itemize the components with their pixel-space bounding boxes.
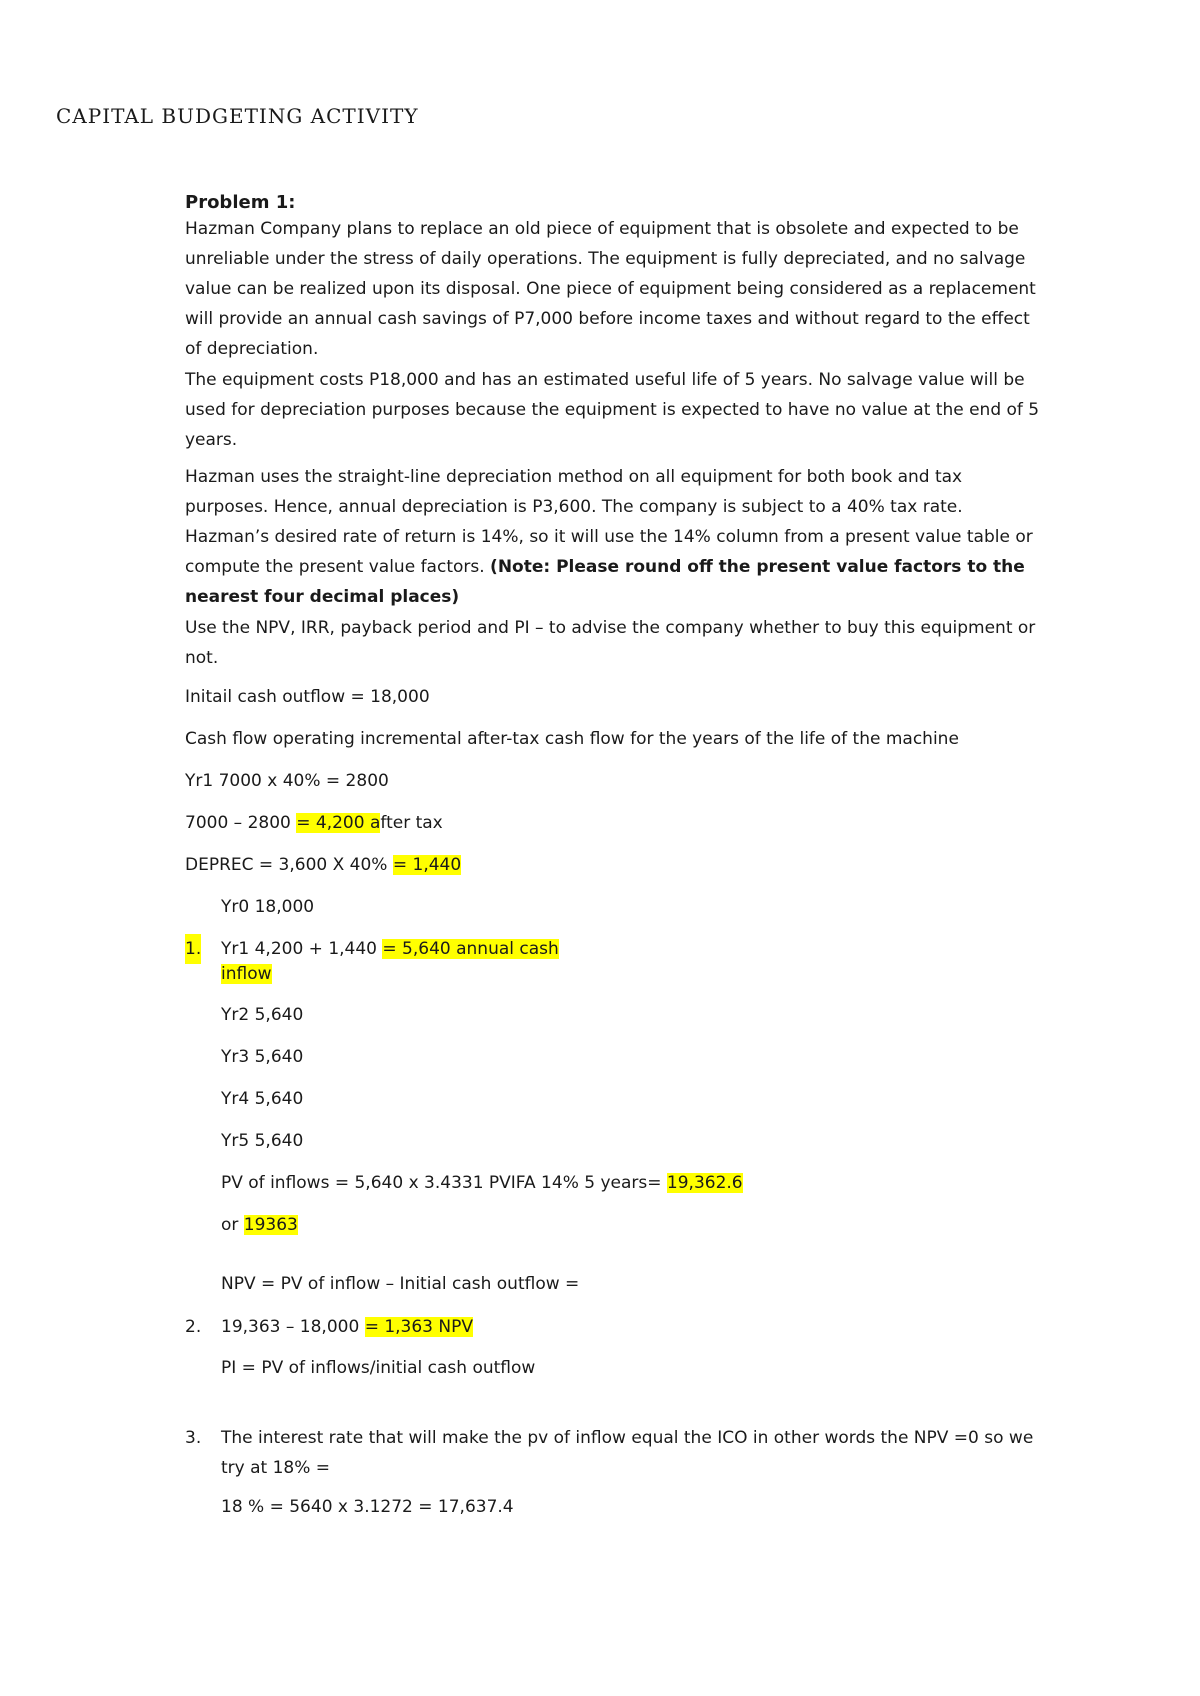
yr1-tax-line: Yr1 7000 x 40% = 2800	[185, 771, 389, 791]
yr4-line: Yr4 5,640	[221, 1089, 304, 1109]
document-title: CAPITAL BUDGETING ACTIVITY	[56, 104, 419, 128]
rounding-note: (Note: Please round off the present value factors to the nearest four decimal places)	[185, 557, 1025, 607]
npv-formula-line: NPV = PV of inflow – Initial cash outflow =	[221, 1274, 580, 1294]
list-number-2: 2.	[185, 1317, 202, 1337]
irr-description: The interest rate that will make the pv of inflow equal the ICO in other words the NPV =0 so we try at 18% =	[221, 1428, 1034, 1478]
problem-heading: Problem 1:	[185, 192, 296, 213]
pv-inflows-line	[221, 1168, 743, 1198]
yr0-line: Yr0 18,000	[221, 897, 315, 917]
after-tax-line	[185, 808, 443, 838]
try-18-percent-line: 18 % = 5640 x 3.1272 = 17,637.4	[221, 1497, 514, 1517]
depreciation-highlight: = 1,440	[392, 855, 462, 875]
pv-rounded-text: or	[221, 1215, 244, 1235]
yr1-inflow-highlight: = 5,640 annual cash	[382, 939, 559, 959]
after-tax-suffix: fter tax	[380, 813, 443, 833]
npv-result-text: 19,363 – 18,000	[221, 1317, 365, 1337]
yr2-line: Yr2 5,640	[221, 1005, 304, 1025]
initial-outflow-line: Initail cash outflow = 18,000	[185, 687, 430, 707]
yr1-inflow-highlight-cont: inflow	[221, 964, 272, 984]
pv-rounded-line	[221, 1210, 298, 1240]
pv-inflows-text: PV of inflows = 5,640 x 3.4331 PVIFA 14% 5 years=	[221, 1173, 667, 1193]
yr1-inflow-text: Yr1 4,200 + 1,440	[221, 939, 383, 959]
paragraph-intro: Hazman Company plans to replace an old piece of equipment that is obsolete and expected to be unreliable under the stress of daily operations. The equipment is fully depreciated, and no salvage value can be realized upon its disposal. One piece of equipment being considered as a replacement will provide an annual cash savings of P7,000 before income taxes and without regard to the effect of depreciation.	[185, 219, 1036, 359]
depreciation-line	[185, 850, 461, 880]
yr1-inflow-line-cont	[221, 959, 272, 989]
pv-inflows-highlight: 19,362.6	[666, 1173, 743, 1193]
pi-formula-line: PI = PV of inflows/initial cash outflow	[221, 1358, 536, 1378]
list-number-1: 1.	[185, 934, 201, 964]
depreciation-text: DEPREC = 3,600 X 40%	[185, 855, 393, 875]
paragraph-depreciation	[185, 462, 1045, 612]
pv-rounded-highlight: 19363	[243, 1215, 298, 1235]
yr3-line: Yr3 5,640	[221, 1047, 304, 1067]
paragraph-instructions: Use the NPV, IRR, payback period and PI – to advise the company whether to buy this equipment or not.	[185, 618, 1036, 668]
yr1-inflow-line	[221, 934, 559, 964]
npv-result-line	[221, 1312, 473, 1342]
cashflow-description: Cash flow operating incremental after-tax cash flow for the years of the life of the machine	[185, 729, 959, 749]
paragraph-equipment-cost: The equipment costs P18,000 and has an estimated useful life of 5 years. No salvage value will be used for depreciation purposes because the equipment is expected to have no value at the end of 5 years.	[185, 370, 1040, 450]
npv-result-highlight: = 1,363 NPV	[364, 1317, 474, 1337]
paragraph-depreciation-text: Hazman uses the straight-line depreciation method on all equipment for both book and tax purposes. Hence, annual depreciation is P3,600. The company is subject to a 40% tax rate. Hazman’s desired rate of return is 14%, so it will use the 14% column from a present value table or compute the present value factors.	[185, 467, 1033, 577]
list-number-3: 3.	[185, 1428, 202, 1448]
after-tax-highlight: = 4,200 a	[296, 813, 381, 833]
yr5-line: Yr5 5,640	[221, 1131, 304, 1151]
after-tax-text: 7000 – 2800	[185, 813, 297, 833]
